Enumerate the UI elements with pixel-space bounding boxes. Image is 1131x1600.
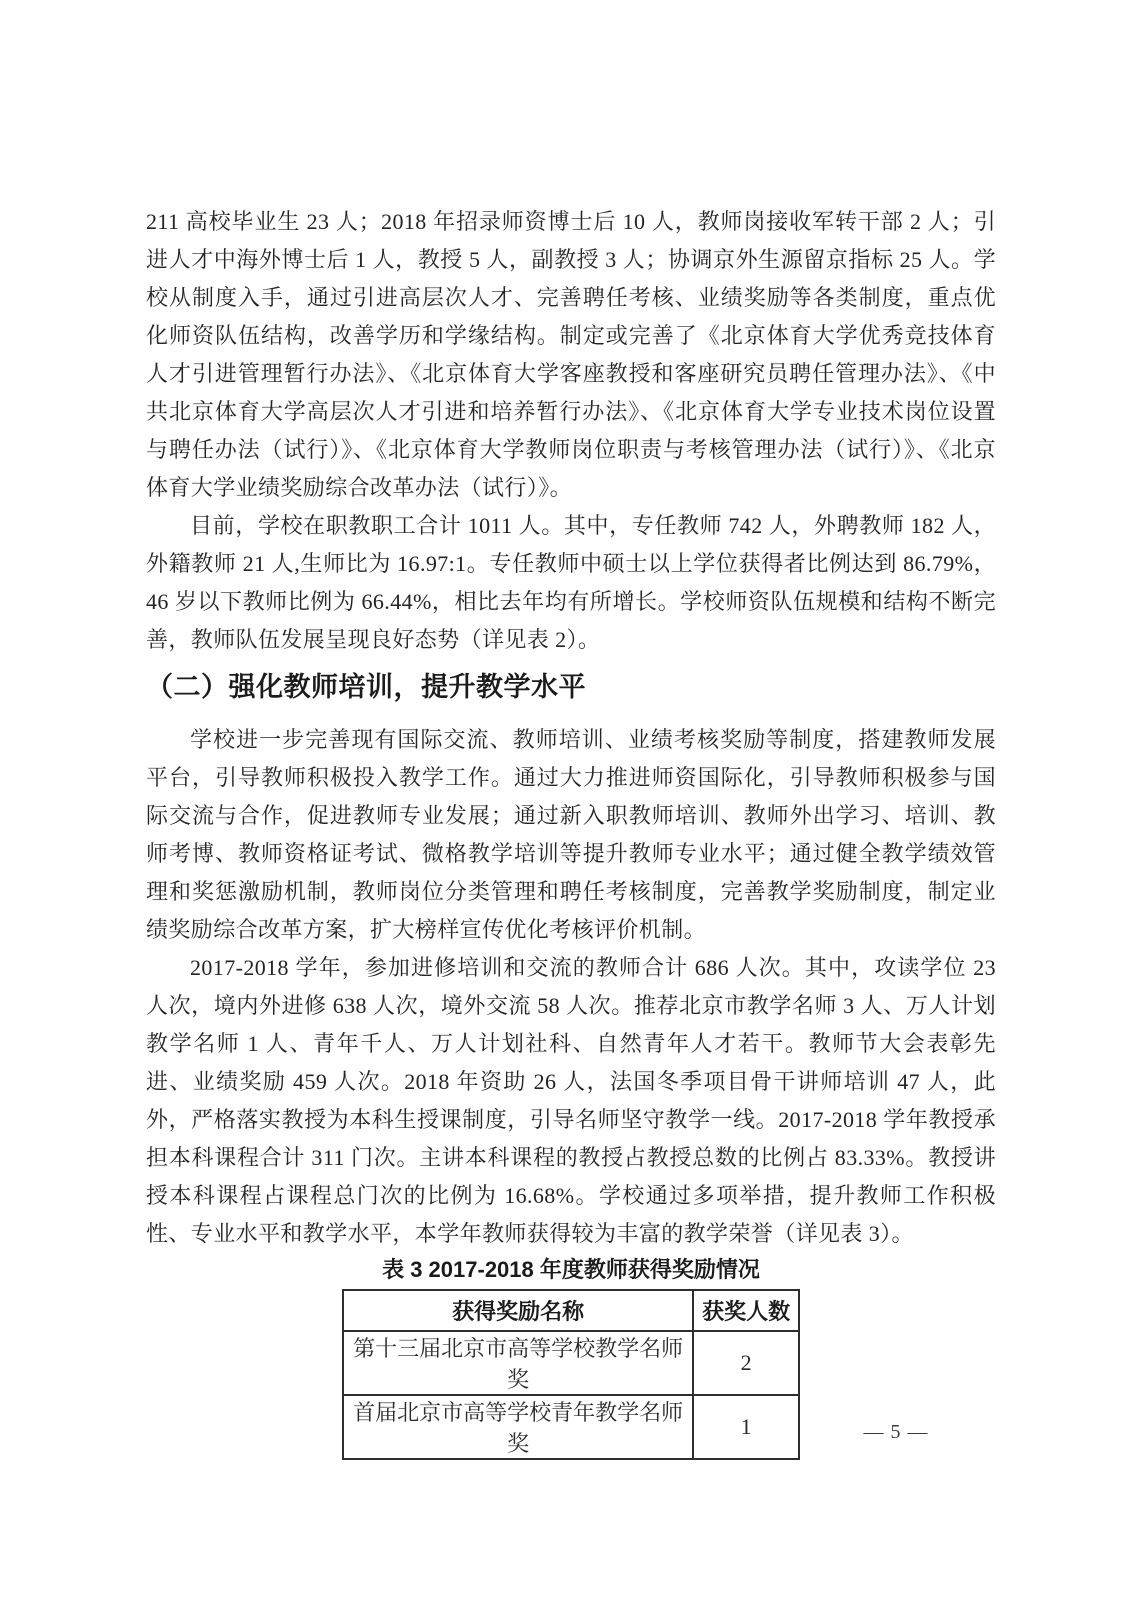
body-paragraph-recruitment: 211 高校毕业生 23 人；2018 年招录师资博士后 10 人，教师岗接收军转干部 2 人；引进人才中海外博士后 1 人，教授 5 人，副教授 3 人；协调京外生源留京指标 25 人。学校从制度入手，通过引进高层次人才、完善聘任考核、业绩奖励等各类制度，重点优化师资队伍结构，改善学历和学缘结构。制定或完善了《北京体育大学优秀竞技体育人才引进管理暂行办法》、《北京体育大学客座教授和客座研究员聘任管理办法》、《中共北京体育大学高层次人才引进和培养暂行办法》、《北京体育大学专业技术岗位设置与聘任办法（试行）》、《北京体育大学教师岗位职责与考核管理办法（试行）》、《北京体育大学业绩奖励综合改革办法（试行）》。	[146, 209, 996, 500]
winner-count-cell: 2	[693, 1331, 799, 1395]
table-row	[343, 1395, 799, 1459]
award-name-cell: 第十三届北京市高等学校教学名师奖	[343, 1331, 693, 1395]
winner-count-cell: 1	[693, 1395, 799, 1459]
column-header-winner-count: 获奖人数	[693, 1290, 799, 1331]
page-content	[146, 203, 996, 1460]
table-header-row	[343, 1290, 799, 1331]
section-heading: （二）强化教师培训，提升教学水平	[146, 672, 586, 702]
body-paragraph-staff-stats: 目前，学校在职教职工合计 1011 人。其中，专任教师 742 人，外聘教师 182 人，外籍教师 21 人,生师比为 16.97:1。专任教师中硕士以上学位获得者比例达到 86.79%，46 岁以下教师比例为 66.44%，相比去年均有所增长。学校师资队伍规模和结构不断完善，教师队伍发展呈现良好态势（详见表 2）。	[146, 513, 996, 652]
table-caption: 表 3 2017-2018 年度教师获得奖励情况	[382, 1257, 760, 1282]
body-paragraph-training: 学校进一步完善现有国际交流、教师培训、业绩考核奖励等制度，搭建教师发展平台，引导教师积极投入教学工作。通过大力推进师资国际化，引导教师积极参与国际交流与合作，促进教师专业发展；通过新入职教师培训、教师外出学习、培训、教师考博、教师资格证考试、微格教学培训等提升教师专业水平；通过健全教学绩效管理和奖惩激励机制，教师岗位分类管理和聘任考核制度，完善教学奖励制度，制定业绩奖励综合改革方案，扩大榜样宣传优化考核评价机制。	[146, 727, 996, 942]
award-name-cell: 首届北京市高等学校青年教学名师奖	[343, 1395, 693, 1459]
page-number: — 5 —	[863, 1421, 929, 1443]
body-paragraph-training-stats: 2017-2018 学年，参加进修培训和交流的教师合计 686 人次。其中，攻读学位 23 人次，境内外进修 638 人次，境外交流 58 人次。推荐北京市教学名师 3 人、万人计划教学名师 1 人、青年千人、万人计划社科、自然青年人才若干。教师节大会表彰先进、业绩奖励 459 人次。2018 年资助 26 人，法国冬季项目骨干讲师培训 47 人，此外，严格落实教授为本科生授课制度，引导名师坚守教学一线。2017-2018 学年教授承担本科课程合计 311 门次。主讲本科课程的教授占教授总数的比例占 83.33%。教授讲授本科课程占课程总门次的比例为 16.68%。学校通过多项举措，提升教师工作积极性、专业水平和教学水平，本学年教师获得较为丰富的教学荣誉（详见表 3）。	[146, 955, 996, 1246]
awards-table	[342, 1289, 800, 1460]
column-header-award-name: 获得奖励名称	[343, 1290, 693, 1331]
table-row	[343, 1331, 799, 1395]
